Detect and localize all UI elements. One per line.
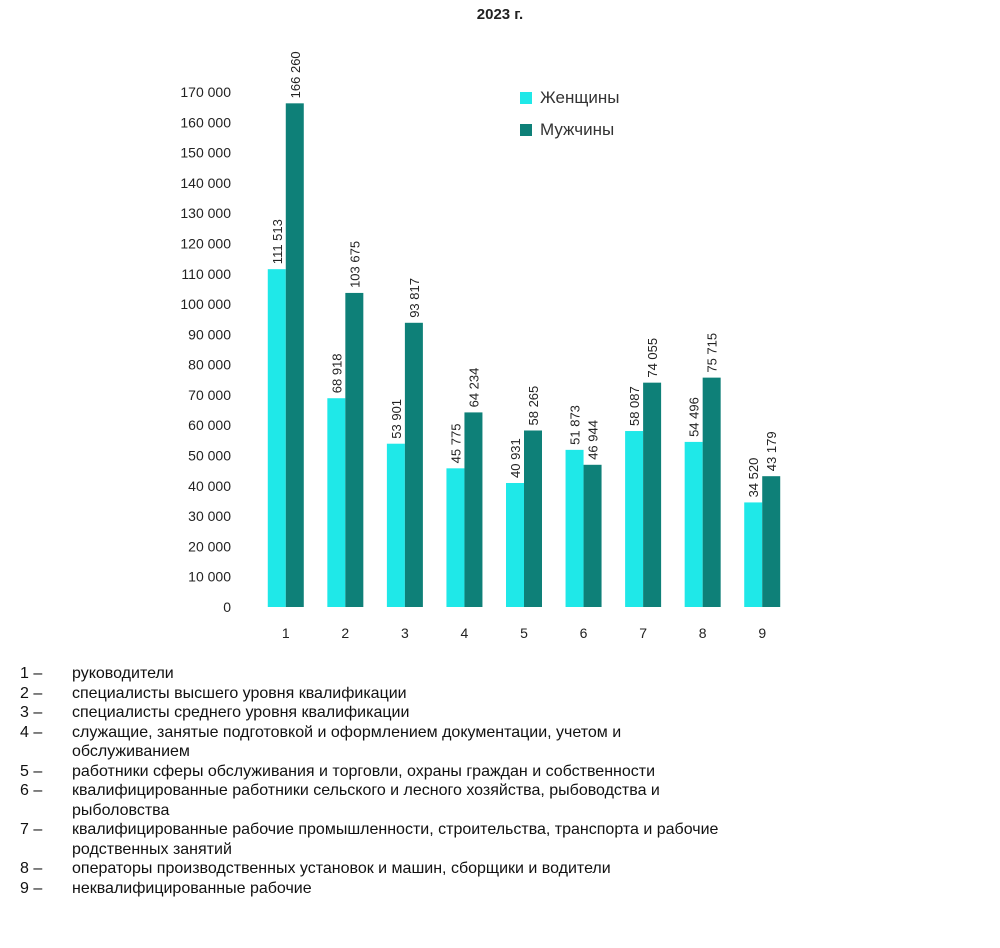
note-1 bbox=[20, 664, 720, 684]
legend-item-women bbox=[520, 88, 619, 108]
note-number: 6 – bbox=[20, 782, 43, 799]
y-tick-label: 60 000 bbox=[188, 417, 231, 434]
bar-men bbox=[643, 383, 661, 607]
data-label: 34 520 bbox=[746, 457, 762, 498]
y-tick-label: 150 000 bbox=[180, 144, 231, 161]
y-tick-label: 30 000 bbox=[188, 508, 231, 525]
bar-women bbox=[387, 444, 405, 607]
note-7 bbox=[20, 820, 720, 859]
bar-men bbox=[464, 412, 482, 607]
bar-women bbox=[327, 398, 345, 607]
y-tick-label: 20 000 bbox=[188, 538, 231, 555]
x-tick-label: 1 bbox=[281, 625, 290, 641]
note-number: 5 – bbox=[20, 762, 43, 780]
legend-swatch-women bbox=[520, 92, 532, 104]
bar-women bbox=[446, 468, 464, 607]
data-label: 54 496 bbox=[686, 397, 702, 437]
note-8 bbox=[20, 859, 720, 879]
legend-label-men: Мужчины bbox=[540, 120, 615, 139]
data-label: 64 234 bbox=[466, 367, 482, 408]
chart-title: 2023 г. bbox=[476, 6, 524, 23]
y-tick-label: 90 000 bbox=[188, 326, 231, 343]
bar-men bbox=[703, 378, 721, 607]
y-tick-label: 130 000 bbox=[180, 205, 231, 222]
bar-men bbox=[345, 293, 363, 607]
data-label: 103 675 bbox=[347, 240, 363, 288]
data-label: 93 817 bbox=[406, 278, 422, 318]
data-label: 74 055 bbox=[645, 337, 661, 378]
bar-men bbox=[286, 103, 304, 607]
data-label: 40 931 bbox=[508, 438, 523, 479]
note-text: квалифицированные рабочие промышленности, строительства, транспорта и рабочие родственных занятий bbox=[72, 821, 719, 858]
data-label: 58 087 bbox=[627, 386, 643, 427]
note-text: специалисты среднего уровня квалификации bbox=[72, 704, 410, 721]
y-tick-label: 70 000 bbox=[188, 386, 231, 403]
note-5 bbox=[20, 762, 720, 782]
y-tick-label: 10 000 bbox=[188, 568, 231, 585]
note-text: операторы производственных установок и машин, сборщики и водители bbox=[72, 860, 611, 877]
note-6 bbox=[20, 781, 720, 820]
legend-item-men bbox=[520, 120, 614, 140]
y-tick-label: 50 000 bbox=[188, 447, 231, 464]
data-label: 53 901 bbox=[388, 398, 404, 439]
x-tick-label: 7 bbox=[639, 625, 648, 641]
y-tick-label: 120 000 bbox=[180, 235, 231, 252]
bar-women bbox=[625, 431, 643, 607]
note-9 bbox=[20, 879, 720, 899]
data-label: 45 775 bbox=[448, 423, 464, 464]
data-label: 166 260 bbox=[287, 51, 303, 99]
data-label: 75 715 bbox=[704, 332, 720, 373]
note-number: 3 – bbox=[20, 704, 43, 721]
data-label: 51 873 bbox=[567, 405, 583, 445]
note-text: руководители bbox=[72, 665, 174, 682]
y-tick-label: 40 000 bbox=[188, 477, 231, 494]
y-tick-label: 80 000 bbox=[188, 356, 231, 373]
bar-women bbox=[268, 269, 286, 607]
note-number: 1 – bbox=[20, 665, 43, 682]
note-text: служащие, занятые подготовкой и оформлением документации, учетом и обслуживанием bbox=[72, 723, 622, 760]
data-label: 68 918 bbox=[329, 353, 345, 394]
note-number: 7 – bbox=[20, 821, 43, 838]
note-number: 8 – bbox=[20, 860, 43, 877]
data-label: 46 944 bbox=[585, 420, 601, 460]
y-tick-label: 170 000 bbox=[180, 84, 231, 100]
note-text: неквалифицированные рабочие bbox=[72, 879, 312, 897]
x-tick-label: 5 bbox=[520, 625, 528, 641]
y-tick-label: 110 000 bbox=[181, 265, 231, 282]
bar-men bbox=[584, 465, 602, 607]
legend-label-women: Женщины bbox=[540, 88, 620, 107]
bar-women bbox=[566, 450, 584, 607]
data-label: 58 265 bbox=[526, 385, 541, 426]
bar-women bbox=[685, 442, 703, 607]
bar-women bbox=[506, 483, 524, 607]
note-number: 9 – bbox=[20, 879, 43, 897]
note-2 bbox=[20, 684, 720, 704]
x-tick-label: 3 bbox=[400, 625, 409, 641]
data-label: 43 179 bbox=[764, 431, 780, 472]
note-3 bbox=[20, 703, 720, 723]
data-label: 111 513 bbox=[269, 219, 285, 265]
bar-women bbox=[744, 502, 762, 607]
x-tick-label: 2 bbox=[341, 625, 350, 641]
bar-men bbox=[762, 476, 780, 607]
note-number: 2 – bbox=[20, 684, 43, 702]
note-text: специалисты высшего уровня квалификации bbox=[72, 684, 407, 702]
y-tick-label: 0 bbox=[223, 599, 231, 615]
category-notes bbox=[20, 664, 720, 898]
x-tick-label: 6 bbox=[579, 625, 588, 641]
y-tick-label: 100 000 bbox=[180, 296, 231, 313]
y-tick-label: 140 000 bbox=[180, 174, 231, 191]
x-tick-label: 8 bbox=[698, 625, 707, 641]
note-number: 4 – bbox=[20, 723, 43, 741]
y-tick-label: 160 000 bbox=[180, 114, 231, 131]
note-text: работники сферы обслуживания и торговли, охраны граждан и собственности bbox=[72, 762, 656, 780]
note-4 bbox=[20, 723, 720, 762]
bar-men bbox=[405, 323, 423, 607]
legend-swatch-men bbox=[520, 124, 532, 136]
bar-men bbox=[524, 430, 542, 607]
x-tick-label: 9 bbox=[758, 625, 767, 641]
note-text: квалифицированные работники сельского и лесного хозяйства, рыбоводства и рыболовства bbox=[72, 782, 660, 819]
x-tick-label: 4 bbox=[460, 625, 469, 641]
